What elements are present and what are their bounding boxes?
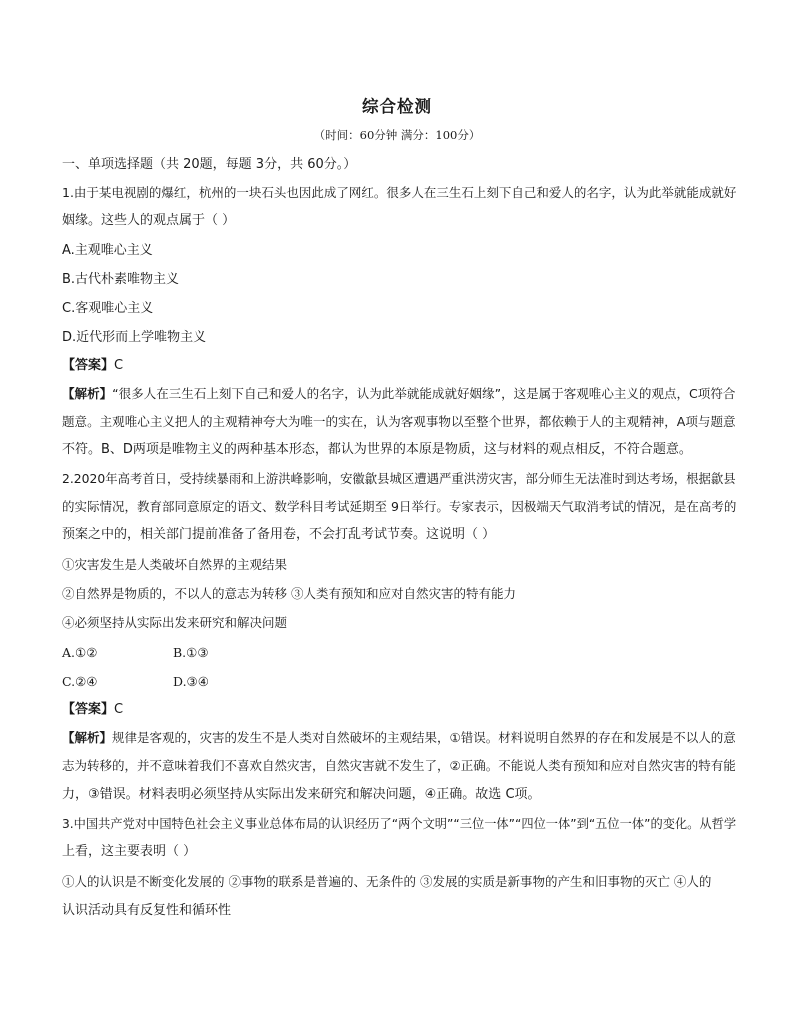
- page-title: 综合检测: [362, 97, 432, 116]
- q2-options-row1: [62, 645, 262, 661]
- analysis-label: 【解析】: [62, 730, 113, 745]
- q2-options-row2: [62, 674, 262, 690]
- q2-option-c: C.②④: [62, 674, 98, 689]
- q2-analysis-line2: 志为转移的，并不意味着我们不喜欢自然灾害，自然灾害就不发生了，②正确。不能说人类有预知和应对自然灾害的特有能: [62, 758, 736, 773]
- q1-option-b: B.古代朴素唯物主义: [62, 272, 180, 287]
- answer-label: 【答案】: [62, 702, 115, 717]
- exam-info: （时间：60分钟 满分：100分）: [313, 128, 481, 142]
- q2-analysis-line1: [62, 730, 736, 746]
- q1-option-a: A.主观唯心主义: [62, 243, 153, 258]
- q1-answer: [62, 358, 123, 374]
- answer-value: C: [114, 702, 124, 717]
- analysis-text: “很多人在三生石上刻下自己和爱人的名字，认为此举就能成就好姻缘”，这是属于客观唯心主义的观点，C项符合: [112, 386, 736, 401]
- analysis-text: 规律是客观的，灾害的发生不是人类对自然破坏的主观结果，①错误。材料说明自然界的存在和发展是不以人的意: [112, 730, 736, 745]
- q1-stem-line2: 姻缘。这些人的观点属于（ ）: [62, 213, 236, 228]
- q3-stem-line1: 3.中国共产党对中国特色社会主义事业总体布局的认识经历了“两个文明”“三位一体”“四位一体”到“五位一体”的变化。从哲学: [62, 817, 737, 831]
- q1-option-c: C.客观唯心主义: [62, 301, 154, 316]
- q1-analysis-line1: [62, 386, 735, 402]
- q2-stem-line3: 预案之中的，相关部门提前准备了备用卷，不会打乱考试节奏。这说明（ ）: [62, 527, 496, 542]
- q3-stem-line2: 上看，这主要表明（ ）: [62, 844, 197, 859]
- q2-statement-4: ④必须坚持从实际出发来研究和解决问题: [62, 615, 288, 630]
- q2-stem-line2: 的实际情况，教育部同意原定的语文、数学科目考试延期至 9日举行。专家表示，因极端天气取消考试的情况，是在高考的: [62, 499, 737, 514]
- q3-statement-line1: ①人的认识是不断变化发展的 ②事物的联系是普遍的、无条件的 ③发展的实质是新事物的产生和旧事物的灭亡 ④人的: [62, 874, 712, 889]
- analysis-label: 【解析】: [62, 386, 113, 401]
- answer-value: C: [114, 358, 124, 373]
- q2-answer: [62, 702, 123, 718]
- q1-option-d: D.近代形而上学唯物主义: [62, 330, 207, 345]
- q1-analysis-line3: 不符。B、D两项是唯物主义的两种基本形态，都认为世界的本原是物质，这与材料的观点相反，不符合题意。: [62, 442, 692, 457]
- q2-analysis-line3: 力，③错误。材料表明必须坚持从实际出发来研究和解决问题，④正确。故选 C项。: [62, 787, 541, 802]
- answer-label: 【答案】: [62, 358, 115, 373]
- q2-option-a: A.①②: [62, 645, 98, 660]
- q2-stem-line1: 2.2020年高考首日，受持续暴雨和上游洪峰影响，安徽歙县城区遭遇严重洪涝灾害，部分师生无法准时到达考场，根据歙县: [62, 472, 736, 486]
- q1-stem-line1: 1.由于某电视剧的爆红，杭州的一块石头也因此成了网红。很多人在三生石上刻下自己和爱人的名字，认为此举就能成就好: [62, 185, 737, 200]
- q2-option-d: D.③④: [173, 674, 209, 689]
- q2-statement-1: ①灾害发生是人类破坏自然界的主观结果: [62, 557, 288, 572]
- q1-analysis-line2: 题意。主观唯心主义把人的主观精神夸大为唯一的实在，认为客观事物以至整个世界，都依赖于人的主观精神，A项与题意: [62, 414, 736, 429]
- q2-option-b: B.①③: [173, 645, 209, 660]
- section-heading: 一、单项选择题（共 20题，每题 3分，共 60分。）: [62, 157, 357, 172]
- q3-statement-line2: 认识活动具有反复性和循环性: [62, 903, 232, 918]
- q2-statement-2-3: ②自然界是物质的，不以人的意志为转移 ③人类有预知和应对自然灾害的特有能力: [62, 586, 516, 601]
